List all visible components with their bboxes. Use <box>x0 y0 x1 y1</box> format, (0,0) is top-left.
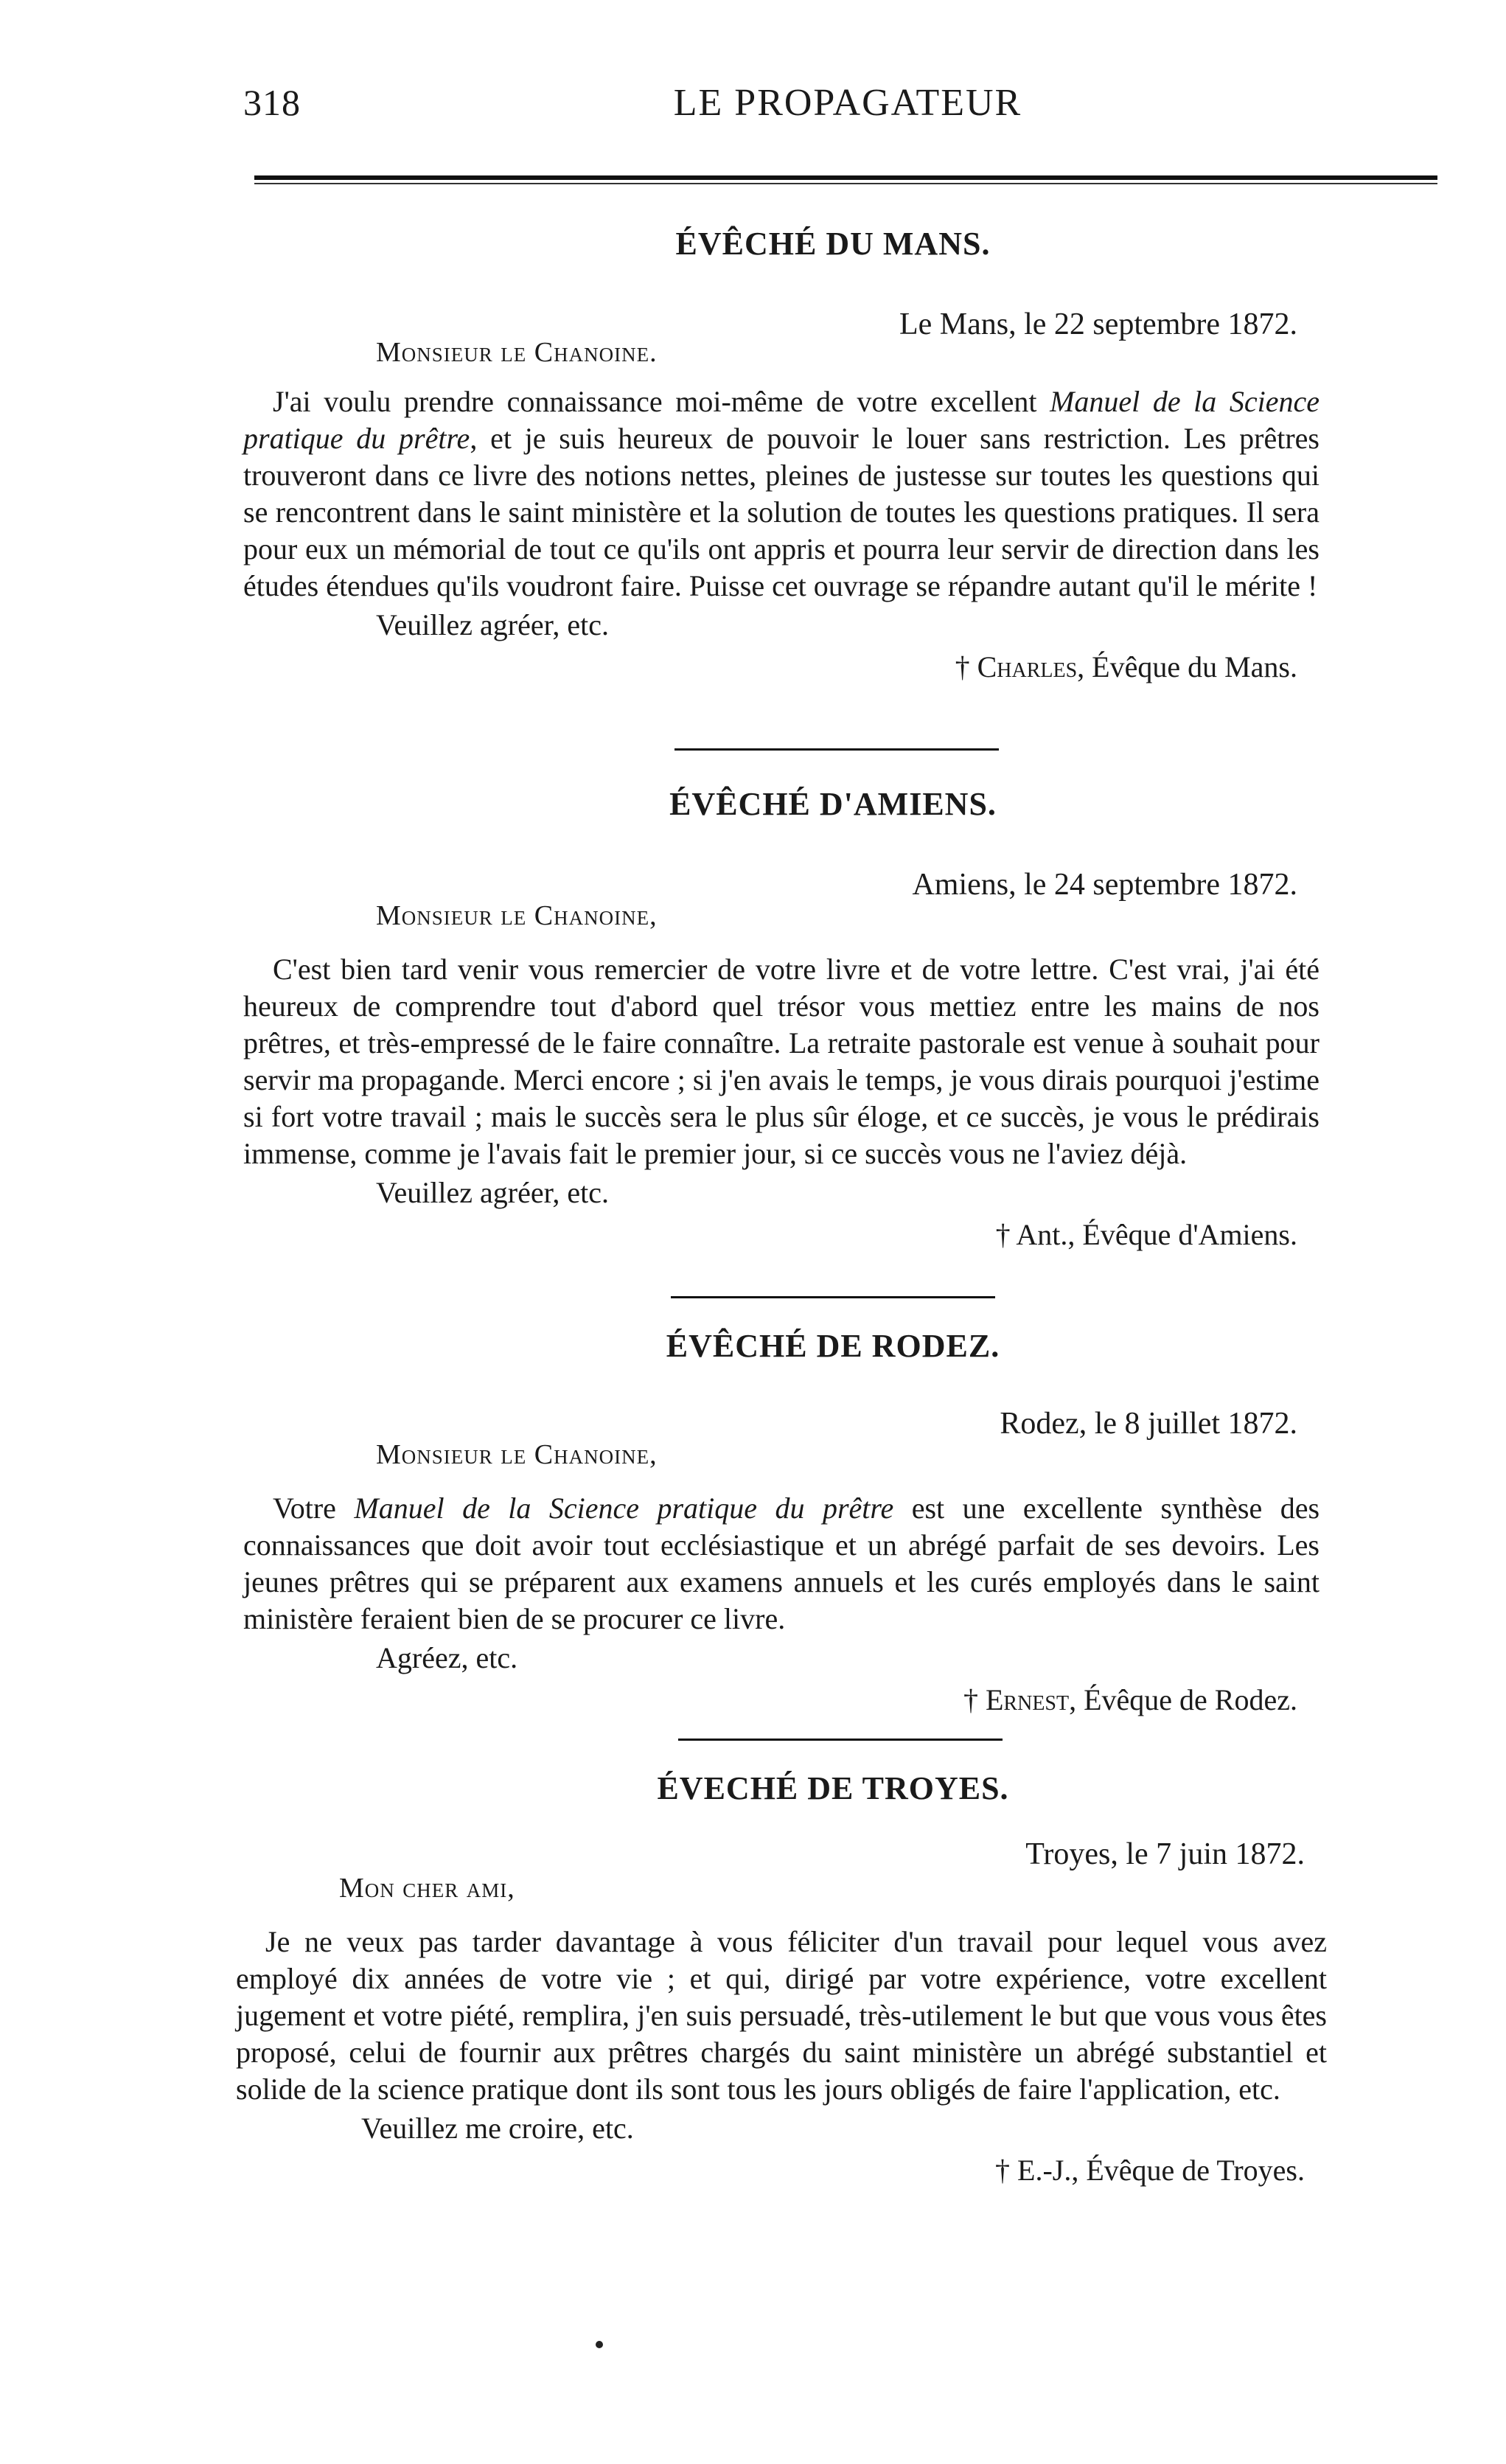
signature-name: Ant., <box>1016 1218 1076 1251</box>
letter-amiens <box>243 785 1320 1252</box>
header-rule <box>254 175 1437 180</box>
dateline: Amiens, le 24 septembre 1872. <box>912 868 1297 902</box>
letter-le-mans <box>243 225 1320 684</box>
letter-body <box>243 951 1320 1172</box>
body-text-end: est une excellente synthèse des connaissances que doit avoir tout ecclésiastique et un abrégé parfait de ses devoirs. Les jeunes prêtres qui se préparent aux examens annuels et les curés employés dans le saint ministère feraient bien de se procurer ce livre. <box>243 1492 1320 1635</box>
body-text-start: Votre <box>273 1492 355 1525</box>
signature-title: Évêque d'Amiens. <box>1082 1218 1297 1251</box>
section-divider <box>678 1739 1003 1741</box>
signature-name: E.-J., <box>1017 2154 1079 2187</box>
letter-title: ÉVÊCHÉ D'AMIENS. <box>669 786 997 822</box>
body-text: Je ne veux pas tarder davantage à vous féliciter d'un travail pour lequel vous avez employé dix années de votre vie ; et qui, dirigé par votre expérience, votre excellent jugement et votre piété, remplira, j'en suis persuadé, très-utilement le but que vous vous êtes proposé, celui de fournir aux prêtres chargés du saint ministère un abrégé substantiel et solide de la science pratique dont ils sont tous les jours obligés de faire l'application, etc. <box>236 1925 1327 2106</box>
letter-title: ÉVÊCHÉ DE RODEZ. <box>666 1328 1000 1364</box>
salutation: Monsieur le Chanoine. <box>376 337 658 368</box>
dateline: Troyes, le 7 juin 1872. <box>1025 1837 1305 1871</box>
cross-mark: † <box>955 650 970 683</box>
signature-name: Ernest, <box>986 1683 1077 1716</box>
salutation: Monsieur le Chanoine, <box>376 1439 658 1470</box>
book-title: Manuel de la Science pratique du prêtre <box>354 1492 894 1525</box>
running-title: LE PROPAGATEUR <box>673 82 1022 124</box>
printer-dot <box>596 2341 603 2348</box>
signature <box>243 1217 1320 1252</box>
salutation: Mon cher ami, <box>339 1873 515 1904</box>
closing: Veuillez agréer, etc. <box>376 1176 609 1209</box>
header-rule-thin <box>254 183 1437 184</box>
page-header <box>243 81 1452 133</box>
letter-title: ÉVÊCHÉ DU MANS. <box>675 226 991 262</box>
signature <box>236 2153 1327 2188</box>
letter-title: ÉVECHÉ DE TROYES. <box>657 1770 1009 1806</box>
letter-rodez <box>243 1327 1320 1717</box>
page-number: 318 <box>243 82 301 123</box>
closing: Veuillez agréer, etc. <box>376 608 609 641</box>
dateline: Rodez, le 8 juillet 1872. <box>1000 1407 1297 1441</box>
signature-name: Charles, <box>977 650 1085 683</box>
signature-title: Évêque de Troyes. <box>1086 2154 1305 2187</box>
cross-mark: † <box>995 1218 1011 1251</box>
letter-body <box>236 1924 1327 2108</box>
cross-mark: † <box>995 2154 1011 2187</box>
body-text-end: , et je suis heureux de pouvoir le louer sans restriction. Les prêtres trouveront dans ce livre des notions nettes, pleines de justesse sur toutes les questions qui se rencontrent dans le saint ministère et la solution de toutes les questions pratiques. Il sera pour eux un mémorial de tout ce qu'ils ont appris et pourra leur servir de direction dans les études étendues qu'ils voudront faire. Puisse cet ouvrage se répandre autant qu'il le mérite ! <box>243 422 1320 602</box>
letter-body <box>243 1490 1320 1638</box>
body-text: C'est bien tard venir vous remercier de votre livre et de votre lettre. C'est vrai, j'ai été heureux de comprendre tout d'abord quel trésor vous mettiez entre les mains de nos prêtres, et très-empressé de le faire connaître. La retraite pastorale est venue à souhait pour servir ma propagande. Merci encore ; si j'en avais le temps, je vous dirais pourquoi j'estime si fort votre travail ; mais le succès sera le plus sûr éloge, et ce succès, je vous le prédirais immense, comme je l'avais fait le premier jour, si ce succès vous ne l'aviez déjà. <box>243 953 1320 1170</box>
section-divider <box>671 1296 995 1298</box>
book-title: Manuel de la Science pratique du prêtre <box>243 385 1320 455</box>
signature-title: Évêque de Rodez. <box>1084 1683 1297 1716</box>
letter-troyes <box>236 1769 1327 2188</box>
dateline: Le Mans, le 22 septembre 1872. <box>899 307 1297 341</box>
section-divider <box>674 748 999 751</box>
closing: Agréez, etc. <box>376 1641 518 1674</box>
signature <box>243 650 1320 684</box>
signature <box>243 1682 1320 1717</box>
body-text-start: J'ai voulu prendre connaissance moi-même de votre excellent <box>273 385 1050 418</box>
closing: Veuillez me croire, etc. <box>361 2112 634 2145</box>
salutation: Monsieur le Chanoine, <box>376 900 658 931</box>
letter-body <box>243 383 1320 605</box>
cross-mark: † <box>963 1683 978 1716</box>
signature-title: Évêque du Mans. <box>1092 650 1297 683</box>
